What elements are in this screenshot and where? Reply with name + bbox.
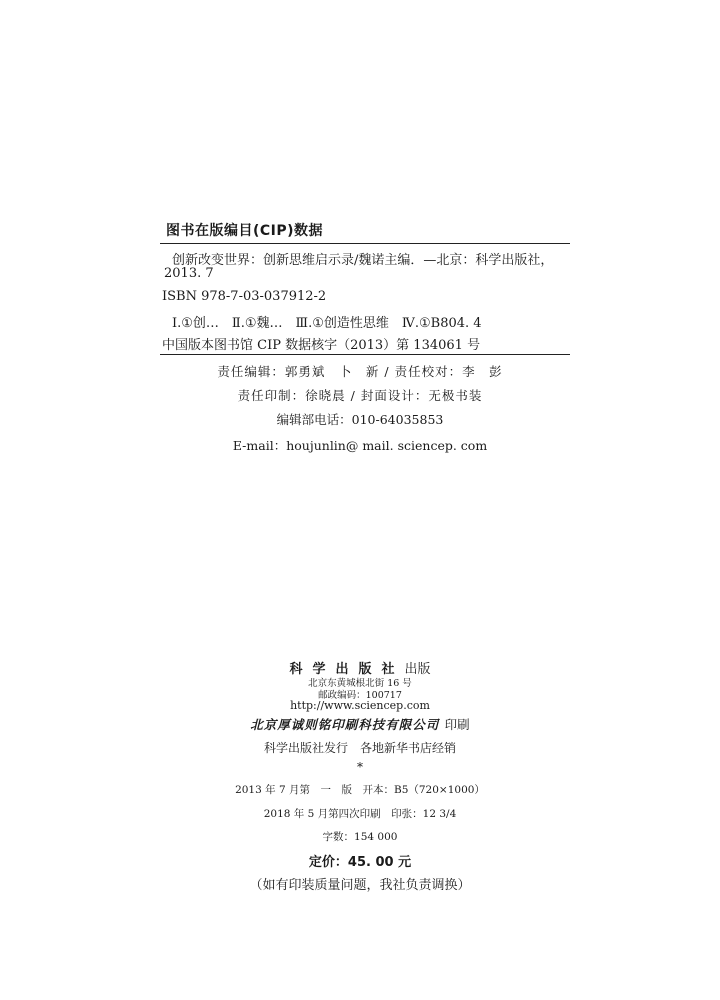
- cip-title-line: 创新改变世界：创新思维启示录/魏诺主编．—北京：科学出版社，: [172, 253, 554, 268]
- printer-line: [0, 715, 720, 733]
- staff-print-design: 责任印制：徐晓晨 / 封面设计：无极书装: [237, 388, 483, 403]
- price: 定价：45. 00 元: [308, 855, 412, 870]
- word-count: 字数：154 000: [322, 831, 398, 843]
- edition-line: 2013 年 7 月第 一 版 开本：B5（720×1000）: [235, 784, 485, 796]
- publisher-address: 北京东黄城根北街 16 号: [308, 678, 412, 689]
- publisher-name-suffix: 出版: [404, 662, 431, 677]
- cip-isbn: ISBN 978-7-03-037912-2: [162, 289, 327, 304]
- cip-bottom-rule: [160, 354, 570, 355]
- cip-heading: 图书在版编目(CIP)数据: [166, 223, 324, 239]
- cip-date-line: 2013. 7: [164, 266, 214, 281]
- separator-star: *: [357, 760, 363, 774]
- editorial-email: E-mail：houjunlin@ mail. sciencep. com: [232, 438, 488, 453]
- printing-line: 2018 年 5 月第四次印刷 印张：12 3/4: [263, 808, 457, 820]
- cip-number: 中国版本图书馆 CIP 数据核字（2013）第 134061 号: [162, 338, 481, 353]
- cip-classification: Ⅰ.①创… Ⅱ.①魏… Ⅲ.①创造性思维 Ⅳ.①B804. 4: [172, 316, 482, 331]
- quality-notice: （如有印装质量问题，我社负责调换）: [249, 878, 471, 893]
- publisher-zip: 邮政编码：100717: [318, 690, 402, 701]
- printer-suffix: 印刷: [444, 717, 470, 732]
- printer-name: 北京厚诚则铭印刷科技有限公司: [250, 717, 440, 732]
- staff-editors: 责任编辑：郭勇斌 卜 新 / 责任校对：李 彭: [217, 364, 503, 379]
- cip-top-rule: [160, 243, 570, 244]
- distribution-line: 科学出版社发行 各地新华书店经销: [263, 741, 456, 755]
- publisher-website: http://www.sciencep.com: [290, 699, 430, 712]
- editorial-phone: 编辑部电话：010-64035853: [276, 412, 444, 427]
- publisher-name-text: 科学出版社: [289, 662, 405, 677]
